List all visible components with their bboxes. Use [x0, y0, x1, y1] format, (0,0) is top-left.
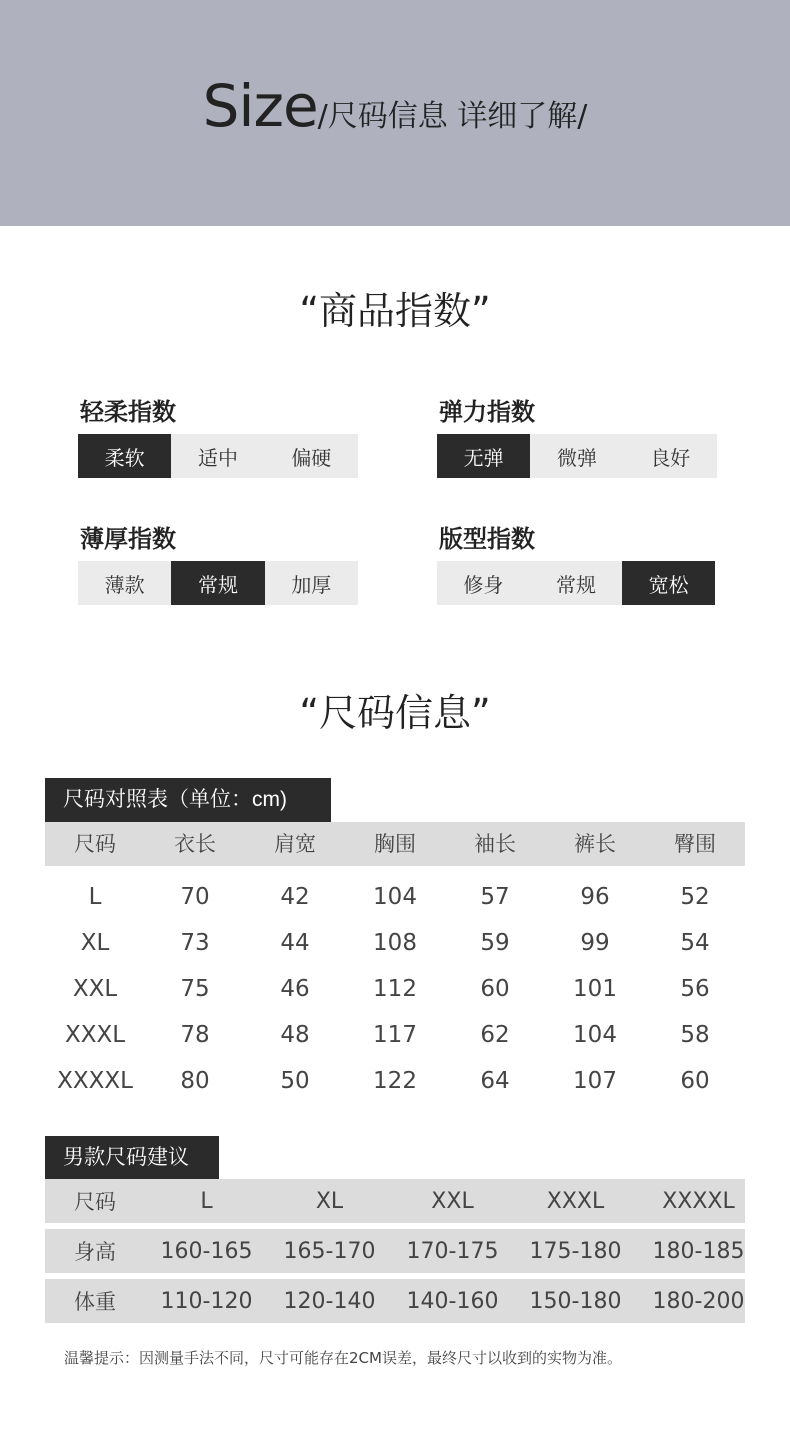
table-cell: 48 — [280, 1022, 310, 1048]
table-cell: 140-160 — [406, 1288, 499, 1314]
thickness-label: 薄厚指数 — [80, 525, 176, 553]
table-cell: L — [88, 884, 102, 910]
men-row-head: 身高 — [74, 1240, 116, 1264]
table-cell: 57 — [480, 884, 510, 910]
table-cell: XXXL — [546, 1188, 605, 1214]
men-row-head: 体重 — [74, 1290, 116, 1314]
table-cell: 58 — [680, 1022, 710, 1048]
table-cell: 96 — [580, 884, 610, 910]
men-row-size — [45, 1179, 745, 1223]
table-cell: 56 — [680, 976, 710, 1002]
table-cell: 160-165 — [160, 1238, 253, 1264]
fit-bar — [437, 561, 715, 605]
table-cell: 122 — [373, 1068, 417, 1094]
fit-option-regular: 常规 — [556, 572, 596, 597]
softness-option-medium: 适中 — [197, 445, 238, 470]
table-cell: 180-185 — [652, 1238, 745, 1264]
softness-option-hard: 偏硬 — [291, 445, 332, 470]
table-cell: XL — [80, 930, 110, 956]
thickness-bar — [78, 561, 358, 605]
table-cell: 99 — [580, 930, 610, 956]
table-cell: 108 — [373, 930, 417, 956]
table-cell: 70 — [180, 884, 210, 910]
men-row-height — [45, 1229, 745, 1273]
measurement-note: 温馨提示：因测量手法不同，尺寸可能存在2CM误差，最终尺寸以收到的实物为准。 — [64, 1349, 622, 1367]
elasticity-option-slight: 微弹 — [556, 445, 597, 470]
size-col-hip: 臀围 — [674, 832, 716, 856]
table-cell: 107 — [573, 1068, 617, 1094]
men-row-head: 尺码 — [74, 1190, 116, 1214]
table-cell: XXXXL — [57, 1068, 133, 1094]
table-cell: 60 — [480, 976, 510, 1002]
table-cell: 78 — [180, 1022, 210, 1048]
table-cell: 175-180 — [529, 1238, 622, 1264]
table-row — [45, 966, 745, 1012]
table-cell: 52 — [680, 884, 710, 910]
table-cell: 112 — [373, 976, 417, 1002]
softness-bar — [78, 434, 358, 478]
size-col-length: 衣长 — [174, 832, 216, 856]
table-cell: 73 — [180, 930, 210, 956]
table-row — [45, 920, 745, 966]
table-cell: XXL — [72, 976, 118, 1002]
table-row — [45, 874, 745, 920]
table-row — [45, 1012, 745, 1058]
size-table-label: 尺码对照表（单位：cm) — [45, 778, 331, 822]
table-cell: XL — [315, 1188, 344, 1214]
elasticity-bar — [437, 434, 717, 478]
header-banner — [0, 0, 790, 226]
table-cell: 110-120 — [160, 1288, 253, 1314]
table-cell: XXXXL — [662, 1188, 735, 1214]
size-section-title: “尺码信息” — [299, 691, 491, 735]
size-table-header — [45, 822, 745, 866]
thickness-option-regular: 常规 — [171, 561, 264, 605]
elasticity-option-good: 良好 — [650, 445, 691, 470]
men-size-label: 男款尺码建议 — [45, 1136, 219, 1180]
table-cell: 120-140 — [283, 1288, 376, 1314]
table-cell: 64 — [480, 1068, 510, 1094]
table-cell: 44 — [280, 930, 310, 956]
table-cell: 54 — [680, 930, 710, 956]
header-title-size: Size — [202, 72, 318, 140]
table-cell: 75 — [180, 976, 210, 1002]
table-cell: 59 — [480, 930, 510, 956]
table-cell: XXL — [431, 1188, 474, 1214]
table-cell: 46 — [280, 976, 310, 1002]
thickness-option-thin: 薄款 — [104, 572, 145, 597]
table-cell: 117 — [373, 1022, 417, 1048]
table-cell: 50 — [280, 1068, 310, 1094]
size-col-pants: 裤长 — [574, 832, 616, 856]
table-cell: L — [200, 1188, 213, 1214]
softness-option-soft: 柔软 — [78, 434, 171, 478]
men-row-weight — [45, 1279, 745, 1323]
fit-label: 版型指数 — [439, 525, 535, 553]
elasticity-label: 弹力指数 — [439, 398, 535, 426]
table-cell: 104 — [373, 884, 417, 910]
softness-label: 轻柔指数 — [80, 398, 176, 426]
table-cell: 165-170 — [283, 1238, 376, 1264]
table-cell: 180-200 — [652, 1288, 745, 1314]
size-col-size: 尺码 — [74, 832, 116, 856]
table-cell: 104 — [573, 1022, 617, 1048]
size-col-sleeve: 袖长 — [474, 832, 516, 856]
header-title-subtitle: /尺码信息 详细了解/ — [317, 99, 588, 134]
fit-option-slim: 修身 — [463, 572, 504, 597]
table-cell: 170-175 — [406, 1238, 499, 1264]
table-cell: 62 — [480, 1022, 510, 1048]
thickness-option-thick: 加厚 — [291, 572, 332, 597]
table-cell: 60 — [680, 1068, 710, 1094]
index-section-title: “商品指数” — [299, 289, 491, 333]
table-cell: 42 — [280, 884, 310, 910]
table-cell: 150-180 — [529, 1288, 622, 1314]
fit-option-loose: 宽松 — [622, 561, 715, 605]
table-cell: XXXL — [64, 1022, 126, 1048]
table-cell: 101 — [573, 976, 617, 1002]
size-col-shoulder: 肩宽 — [274, 832, 316, 856]
header-title — [0, 72, 790, 140]
elasticity-option-none: 无弹 — [437, 434, 530, 478]
table-cell: 80 — [180, 1068, 210, 1094]
size-col-chest: 胸围 — [374, 832, 416, 856]
table-row — [45, 1058, 745, 1104]
